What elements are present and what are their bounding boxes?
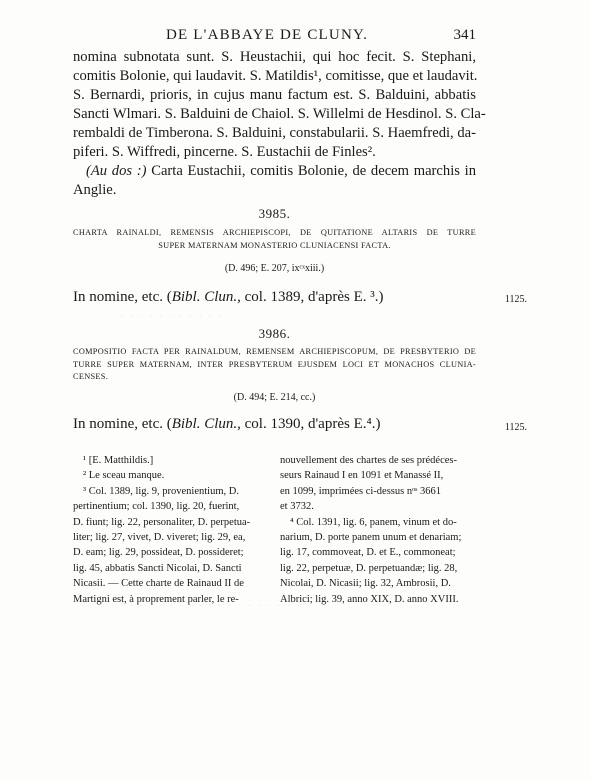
charter-reference: (D. 494; E. 214, cc.) bbox=[233, 392, 316, 403]
footnote-line: liter; lig. 27, vivet, D. viveret; lig. 29, ea, bbox=[73, 532, 246, 544]
footnote-line: et 3732. bbox=[280, 501, 314, 513]
footnote-line: narium, D. porte panem unum et denariam; bbox=[280, 532, 462, 544]
incipit-text: In nomine, etc. ( bbox=[73, 416, 172, 432]
charter-incipit bbox=[73, 416, 476, 433]
footnote-line: Albrici; lig. 39, anno XIX, D. anno XVIII. bbox=[280, 593, 459, 605]
footnote-line: nouvellement des chartes de ses prédéces- bbox=[280, 455, 457, 466]
incipit-source: Bibl. Clun. bbox=[171, 289, 238, 305]
footnotes-right-column bbox=[276, 453, 476, 607]
incipit-source: Bibl. Clun. bbox=[171, 416, 238, 432]
footnote-line: seurs Rainaud I en 1091 et Manassé II, bbox=[280, 470, 444, 482]
text-line: S. Bernardi, prioris, in cujus manu factum est. S. Balduini, abbatis bbox=[73, 87, 476, 103]
charter-text-continuation bbox=[73, 48, 486, 200]
margin-date: 1125. bbox=[504, 294, 527, 305]
footnote-line: ⁴ Col. 1391, lig. 6, panem, vinum et do- bbox=[290, 516, 457, 528]
caption-line: CENSES. bbox=[73, 372, 109, 381]
footnote-line: ³ Col. 1389, lig. 9, provenientium, D. bbox=[83, 485, 239, 497]
text-line: comitis Bolonie, qui laudavit. S. Matildis¹, comitisse, que et laudavit. bbox=[73, 68, 478, 84]
footnotes bbox=[73, 453, 476, 607]
footnote-line: D. eam; lig. 29, possideat, D. possideret; bbox=[73, 547, 244, 559]
caption-line: SUPER MATERNAM MONASTERIO CLUNIACENSI FACTA. bbox=[158, 240, 391, 250]
incipit-text: , col. 1390, d'après E.⁴.) bbox=[237, 416, 381, 432]
footnote-line: D. fiunt; lig. 22, personaliter, D. perpetua- bbox=[73, 516, 251, 528]
caption-line: TURRE SUPER MATERNAM, INTER PRESBYTERUM EJUSDEM LOCI ET MONACHOS CLUNIA- bbox=[73, 359, 476, 369]
charter-incipit bbox=[73, 289, 476, 306]
charter-number: 3986. bbox=[258, 326, 291, 341]
footnote-line: lig. 22, perpetuæ, D. perpetuandæ; lig. 28, bbox=[280, 562, 458, 574]
footnote-line: ² Le sceau manque. bbox=[83, 470, 165, 482]
text-line: Sancti Wlmari. S. Balduini de Chaiol. S. Willelmi de Hesdinol. S. Cla- bbox=[73, 106, 486, 122]
footnote-line: ¹ [E. Matthildis.] bbox=[83, 455, 154, 466]
charter-reference: (D. 496; E. 207, ixᶜˣxiii.) bbox=[224, 263, 325, 274]
caption-line: COMPOSITIO FACTA PER RAINALDUM, REMENSEM ARCHIEPISCOPUM, DE PRESBYTERIO DE bbox=[73, 347, 476, 356]
dorsal-note bbox=[73, 162, 476, 181]
dorsal-text: Carta Eustachii, comitis Bolonie, de decem marchis in bbox=[146, 163, 476, 179]
charter-number: 3985. bbox=[258, 206, 291, 221]
margin-date: 1125. bbox=[504, 422, 527, 433]
dorsal-label: (Au dos :) bbox=[86, 163, 147, 179]
footnote-line: lig. 17, commoveat, D. et E., commoneat; bbox=[280, 547, 456, 559]
charter-caption bbox=[73, 346, 476, 384]
incipit-text: In nomine, etc. ( bbox=[73, 289, 172, 305]
incipit-text: , col. 1389, d'après E. ³.) bbox=[237, 289, 384, 305]
running-head: DE L'ABBAYE DE CLUNY. bbox=[165, 27, 369, 43]
page-number: 341 bbox=[453, 27, 476, 43]
charter-caption bbox=[73, 227, 476, 252]
caption-line: CHARTA RAINALDI, REMENSIS ARCHIEPISCOPI, DE QUITATIONE ALTARIS DE TURRE bbox=[73, 228, 476, 237]
text-line: Anglie. bbox=[73, 182, 117, 198]
footnotes-left-column bbox=[73, 453, 269, 607]
show-through: · · · · · · · · · · · · · · · · · · · · bbox=[120, 601, 313, 612]
show-through: · · · · · · · · · · · bbox=[120, 311, 224, 321]
footnote-line: en 1099, imprimées ci-dessus nᵒˢ 3661 bbox=[280, 485, 441, 497]
footnote-line: lig. 45, abbatis Sancti Nicolai, D. Sancti bbox=[73, 562, 242, 574]
footnote-line: Martigni est, à proprement parler, le re- bbox=[73, 593, 239, 605]
text-line: piferi. S. Wiffredi, pincerne. S. Eustachii de Finles². bbox=[73, 144, 376, 160]
text-line: rembaldi de Timberona. S. Balduini, constabularii. S. Haemfredi, da- bbox=[73, 125, 476, 141]
footnote-line: Nicolai, D. Nicasii; lig. 32, Ambrosii, D. bbox=[280, 578, 451, 590]
footnote-line: Nicasii. — Cette charte de Rainaud II de bbox=[73, 578, 244, 590]
footnote-line: pertinentium; col. 1390, lig. 20, fuerint, bbox=[73, 501, 240, 513]
text-line: nomina subnotata sunt. S. Heustachii, qui hoc fecit. S. Stephani, bbox=[73, 49, 476, 65]
